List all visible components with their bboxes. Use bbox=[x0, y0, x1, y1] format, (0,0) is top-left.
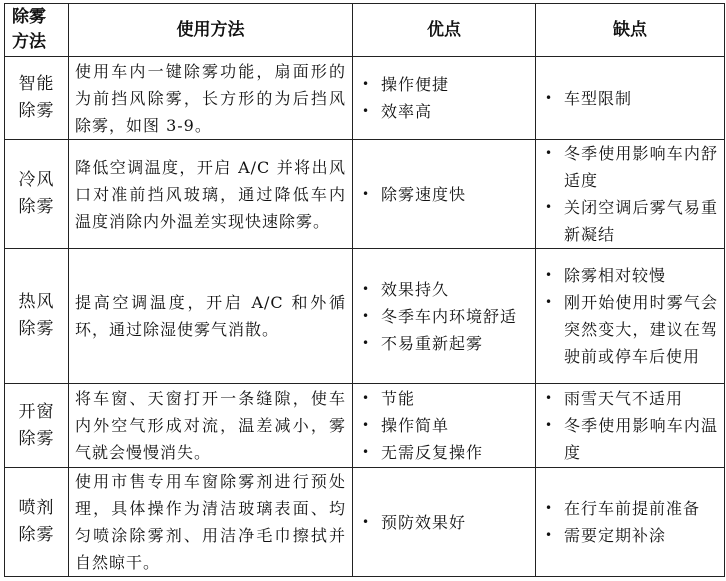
bullet-icon: • bbox=[362, 186, 371, 201]
pros-item bbox=[362, 330, 529, 357]
bullet-icon: • bbox=[545, 295, 554, 309]
method-name-cell bbox=[5, 468, 69, 577]
pros-item bbox=[362, 439, 529, 466]
pros-text: 无需反复操作 bbox=[381, 443, 484, 462]
cons-text: 在行车前提前准备 bbox=[564, 499, 701, 518]
cons-cell bbox=[536, 140, 725, 249]
usage-cell: 降低空调温度，开启 A/C 并将出风口对准前挡风玻璃，通过降低车内温度消除内外温差实现快速除雾。 bbox=[69, 140, 353, 249]
pros-list bbox=[353, 181, 535, 208]
header-pros: 优点 bbox=[353, 4, 536, 57]
bullet-icon: • bbox=[362, 335, 371, 350]
header-cons: 缺点 bbox=[536, 4, 725, 57]
table-row bbox=[5, 384, 725, 468]
pros-item bbox=[362, 385, 529, 412]
cons-item bbox=[545, 194, 718, 248]
cons-item bbox=[545, 262, 718, 289]
pros-cell bbox=[353, 384, 536, 468]
bullet-icon: • bbox=[545, 391, 554, 405]
usage-cell: 提高空调温度，开启 A/C 和外循环，通过除湿使雾气消散。 bbox=[69, 249, 353, 384]
bullet-icon: • bbox=[362, 77, 371, 91]
table-row bbox=[5, 468, 725, 577]
pros-text: 除雾速度快 bbox=[381, 184, 467, 204]
cons-text: 冬季使用影响车内舒适度 bbox=[564, 144, 718, 190]
pros-item bbox=[362, 276, 529, 303]
method-name-cell bbox=[5, 384, 69, 468]
bullet-icon: • bbox=[362, 445, 371, 459]
method-name: 冷风 除雾 bbox=[18, 170, 55, 217]
bullet-icon: • bbox=[545, 146, 554, 160]
cons-item bbox=[545, 522, 718, 549]
pros-text: 不易重新起雾 bbox=[381, 333, 484, 353]
pros-text: 节能 bbox=[381, 389, 416, 408]
usage-cell: 将车窗、天窗打开一条缝隙，使车内外空气形成对流，温差减小，雾气就会慢慢消失。 bbox=[69, 384, 353, 468]
pros-text: 操作简单 bbox=[381, 416, 450, 435]
method-name-cell bbox=[5, 249, 69, 384]
bullet-icon: • bbox=[545, 268, 554, 282]
header-method-text: 除雾 方法 bbox=[12, 7, 46, 52]
cons-cell bbox=[536, 468, 725, 577]
pros-item bbox=[362, 98, 529, 125]
cons-cell bbox=[536, 384, 725, 468]
cons-cell bbox=[536, 57, 725, 140]
cons-text: 雨雪天气不适用 bbox=[564, 389, 684, 408]
cons-cell bbox=[536, 249, 725, 384]
pros-list bbox=[353, 276, 535, 357]
pros-list bbox=[353, 71, 535, 125]
pros-item bbox=[362, 181, 529, 208]
method-name: 喷剂 除雾 bbox=[18, 498, 55, 545]
cons-item bbox=[545, 495, 718, 522]
table-body bbox=[5, 57, 725, 577]
cons-list bbox=[536, 385, 724, 466]
header-usage: 使用方法 bbox=[69, 4, 353, 57]
pros-cell bbox=[353, 468, 536, 577]
cons-item bbox=[545, 140, 718, 194]
pros-item bbox=[362, 509, 529, 536]
defog-methods-table bbox=[4, 3, 725, 577]
cons-text: 刚开始使用时雾气会突然变大，建议在驾驶前或停车后使用 bbox=[564, 293, 718, 366]
pros-item bbox=[362, 71, 529, 98]
method-name: 开窗 除雾 bbox=[18, 401, 55, 449]
pros-text: 冬季车内环境舒适 bbox=[381, 306, 518, 326]
bullet-icon: • bbox=[545, 200, 554, 214]
table-row bbox=[5, 249, 725, 384]
method-name: 智能 除雾 bbox=[18, 74, 55, 121]
cons-item bbox=[545, 385, 718, 412]
cons-list bbox=[536, 85, 724, 112]
bullet-icon: • bbox=[362, 418, 371, 432]
pros-cell bbox=[353, 140, 536, 249]
cons-item bbox=[545, 85, 718, 112]
pros-cell bbox=[353, 57, 536, 140]
usage-cell: 使用车内一键除雾功能，扇面形的为前挡风除雾，长方形的为后挡风除雾，如图 3-9。 bbox=[69, 57, 353, 140]
pros-text: 效率高 bbox=[381, 102, 433, 121]
cons-text: 除雾相对较慢 bbox=[564, 266, 667, 285]
cons-text: 需要定期补涂 bbox=[564, 526, 667, 545]
bullet-icon: • bbox=[362, 281, 371, 296]
method-name-cell bbox=[5, 140, 69, 249]
usage-cell: 使用市售专用车窗除雾剂进行预处理，具体操作为清洁玻璃表面、均匀喷涂除雾剂、用洁净毛巾擦拭并自然晾干。 bbox=[69, 468, 353, 577]
bullet-icon: • bbox=[362, 104, 371, 118]
bullet-icon: • bbox=[362, 391, 371, 405]
cons-list bbox=[536, 140, 724, 248]
cons-text: 关闭空调后雾气易重新凝结 bbox=[564, 198, 718, 244]
cons-list bbox=[536, 495, 724, 549]
table-row bbox=[5, 57, 725, 140]
bullet-icon: • bbox=[545, 501, 554, 515]
pros-item bbox=[362, 303, 529, 330]
pros-text: 预防效果好 bbox=[381, 512, 467, 532]
bullet-icon: • bbox=[362, 514, 371, 529]
cons-item bbox=[545, 412, 718, 466]
cons-text: 车型限制 bbox=[564, 88, 633, 108]
header-method bbox=[5, 4, 69, 57]
pros-list bbox=[353, 385, 535, 466]
cons-list bbox=[536, 262, 724, 370]
method-name-cell bbox=[5, 57, 69, 140]
pros-cell bbox=[353, 249, 536, 384]
bullet-icon: • bbox=[545, 90, 554, 105]
cons-item bbox=[545, 289, 718, 370]
bullet-icon: • bbox=[545, 418, 554, 432]
header-row bbox=[5, 4, 725, 57]
pros-list bbox=[353, 509, 535, 536]
method-name: 热风 除雾 bbox=[18, 292, 55, 339]
table-row bbox=[5, 140, 725, 249]
pros-text: 效果持久 bbox=[381, 279, 450, 299]
cons-text: 冬季使用影响车内温度 bbox=[564, 416, 718, 462]
pros-item bbox=[362, 412, 529, 439]
bullet-icon: • bbox=[362, 308, 371, 323]
pros-text: 操作便捷 bbox=[381, 75, 450, 94]
bullet-icon: • bbox=[545, 528, 554, 542]
